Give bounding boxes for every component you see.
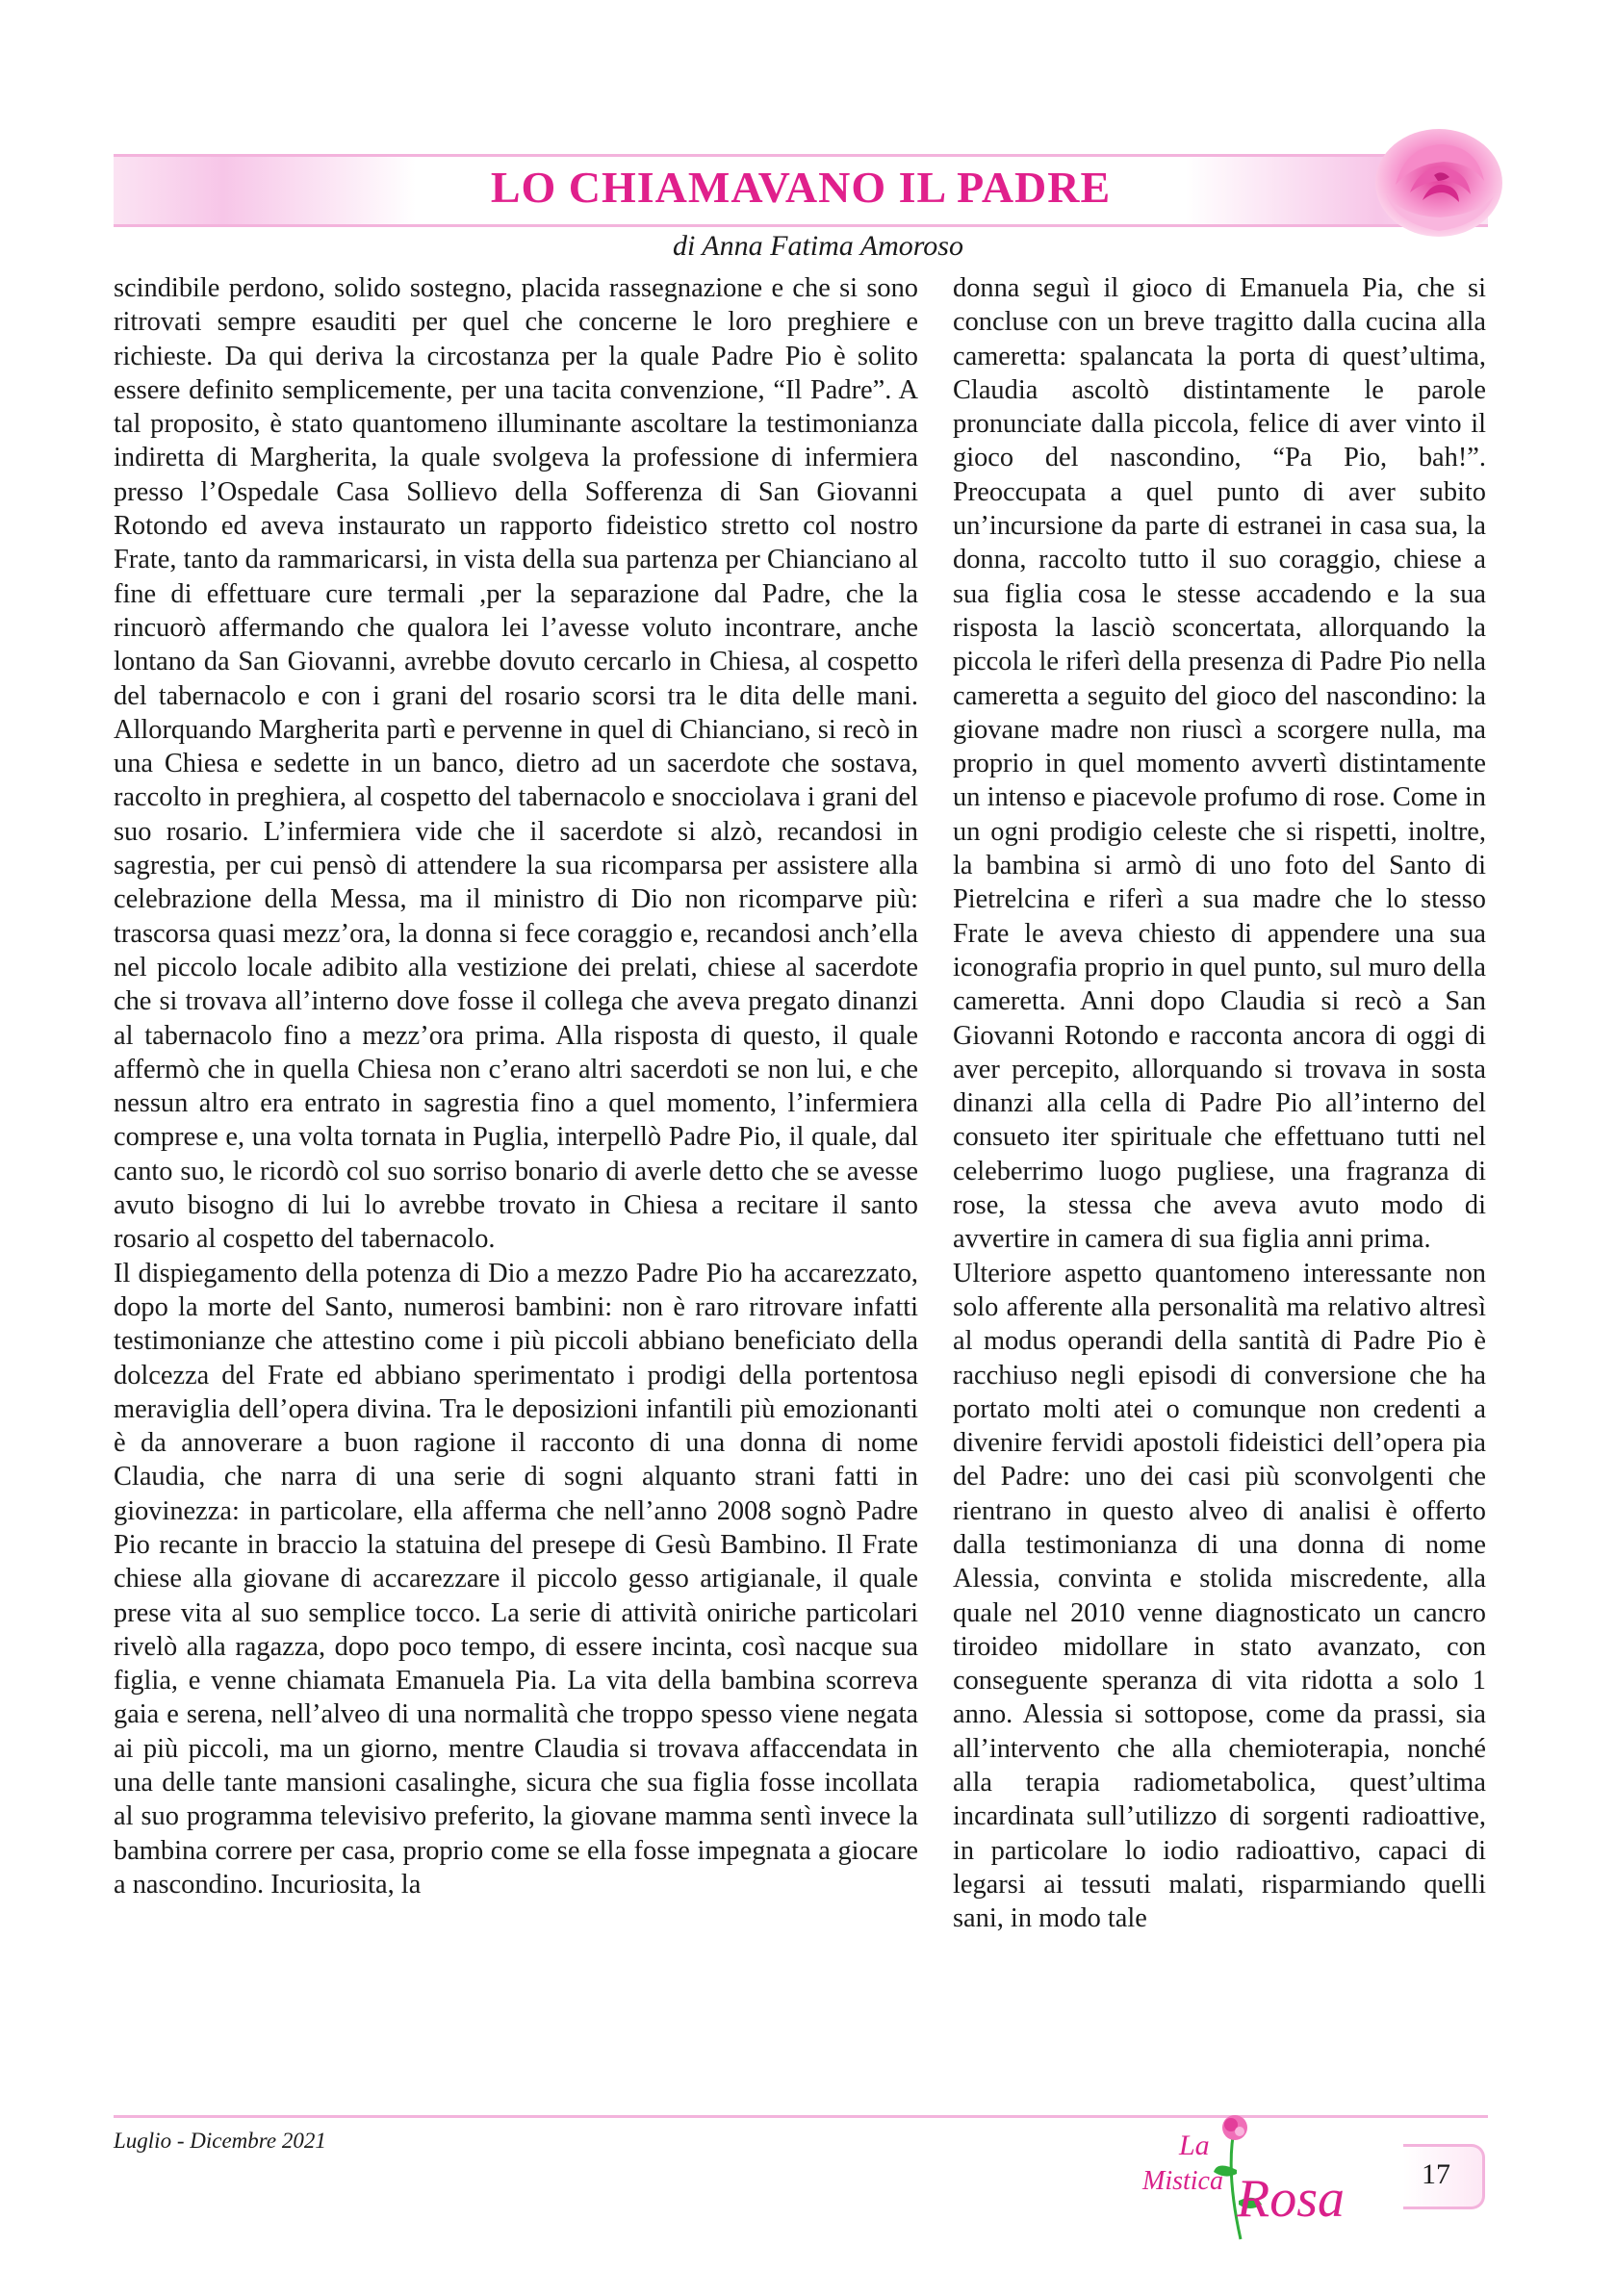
article-title: LO CHIAMAVANO IL PADRE: [490, 163, 1112, 212]
paragraph: donna seguì il gioco di Emanuela Pia, che si concluse con un breve tragitto dalla cucina alla cameretta: spalancata la porta di quest’ultima, Claudia ascoltò distintamente le parole pronunciate dalla piccola, felice di aver vinto il gioco del nascondino, “Pa Pio, bah!”. Preoccupata a quel punto di aver subito un’incursione da parte di estranei in casa sua, la donna, raccolto tutto il suo coraggio, chiese a sua figlia cosa le stesse accadendo e la sua risposta la lasciò sconcertata, allorquando la piccola le riferì della presenza di Padre Pio nella cameretta a seguito del gioco del nascondino: la giovane madre non riuscì a scorgere nulla, ma proprio in quel momento avvertì distintamente un intenso e piacevole profumo di rose. Come in un ogni prodigio celeste che si rispetti, inoltre, la bambina si armò di uno foto del Santo di Pietrelcina e riferì a sua madre che lo stesso Frate le aveva chiesto di appendere una sua iconografia proprio in quel punto, sul muro della cameretta. Anni dopo Claudia si recò a San Giovanni Rotondo e racconta ancora di oggi di aver percepito, allorquando si trovava in sosta dinanzi alla cella di Padre Pio all’interno del consueto iter spirituale che effettuano tutti nel celeberrimo luogo pugliese, una fragranza di rose, la stessa che aveva avuto modo di avvertire in camera di sua figlia anni prima.: [953, 273, 1486, 1255]
la-mistica-rosa-logo: [1121, 2112, 1400, 2247]
article-author: di Anna Fatima Amoroso: [673, 230, 963, 262]
page-number: 17: [1422, 2158, 1450, 2190]
article-column-right: [953, 271, 1486, 1936]
issue-date: Luglio - Dicembre 2021: [114, 2129, 326, 2153]
logo-text-la: La: [1179, 2130, 1210, 2161]
paragraph: Ulteriore aspetto quantomeno interessante non solo afferente alla personalità ma relativo altresì al modus operandi della santità di Padre Pio è racchiuso negli episodi di conversione che ha portato molti atei o comunque non credenti a divenire fervidi apostoli fideistici dell’opera pia del Padre: uno dei casi più sconvolgenti che rientrano in questo alveo di analisi è offerto dalla testimonianza di una donna di nome Alessia, convinta e stolida miscredente, alla quale nel 2010 venne diagnosticato un cancro tiroideo midollare in stato avanzato, con conseguente speranza di vita ridotta a solo 1 anno. Alessia si sottopose, come da prassi, sia all’intervento che alla chemioterapia, nonché alla terapia radiometabolica, quest’ultima incardinata sull’utilizzo di sorgenti radioattive, in particolare lo iodio radioattivo, capaci di legarsi ai tessuti malati, risparmiando quelli sani, in modo tale: [953, 1258, 1486, 1934]
paragraph: Il dispiegamento della potenza di Dio a mezzo Padre Pio ha accarezzato, dopo la morte del Santo, numerosi bambini: non è raro ritrovare infatti testimonianze che attestino come i più piccoli abbiano beneficiato della dolcezza del Frate ed abbiano sperimentato i prodigi della portentosa meraviglia dell’opera divina. Tra le deposizioni infantili più emozionanti è da annoverare a buon ragione il racconto di una donna di nome Claudia, che narra di una serie di sogni alquanto strani fatti in giovinezza: in particolare, ella afferma che nell’anno 2008 sognò Padre Pio recante in braccio la statuina del presepe di Gesù Bambino. Il Frate chiese alla giovane di accarezzare il piccolo gesso artigianale, il quale prese vita al suo semplice tocco. La serie di attività oniriche particolari rivelò alla ragazza, dopo poco tempo, di essere incinta, così nacque sua figlia, e venne chiamata Emanuela Pia. La vita della bambina scorreva gaia e serena, nell’alveo di una normalità che troppo spesso viene negata ai più piccoli, ma un giorno, mentre Claudia si trovava affaccendata in una delle tante mansioni casalinghe, sicura che sua figlia fosse incollata al suo programma televisivo preferito, la giovane mamma sentì invece la bambina correre per casa, proprio come se ella fosse impegnata a giocare a nascondino. Incuriosita, la: [114, 1258, 918, 1900]
logo-text-rosa: Rosa: [1237, 2169, 1345, 2229]
paragraph: scindibile perdono, solido sostegno, placida rassegnazione e che si sono ritrovati sempre esauditi per quel che concerne le loro preghiere e richieste. Da qui deriva la circostanza per la quale Padre Pio è solito essere definito semplicemente, per una tacita convenzione, “Il Padre”. A tal proposito, è stato quantomeno illuminante ascoltare la testimonianza indiretta di Margherita, la quale svolgeva la professione di infermiera presso l’Ospedale Casa Sollievo della Sofferenza di San Giovanni Rotondo ed aveva instaurato un rapporto fideistico stretto col nostro Frate, tanto da rammaricarsi, in vista della sua partenza per Chianciano al fine di effettuare cure termali ,per la separazione dal Padre, che la rincuorò affermando che qualora lei l’avesse voluto incontrare, anche lontano da San Giovanni, avrebbe dovuto cercarlo in Chiesa, al cospetto del tabernacolo e con i grani del rosario scorsi tra le dita delle mani. Allorquando Margherita partì e pervenne in quel di Chianciano, si recò in una Chiesa e sedette in un banco, dietro ad un sacerdote che sostava, raccolto in preghiera, al cospetto del tabernacolo e snocciolava i grani del suo rosario. L’infermiera vide che il sacerdote si alzò, recandosi in sagrestia, per cui pensò di attendere la sua ricomparsa per assistere alla celebrazione della Messa, ma il ministro di Dio non ricomparve più: trascorsa quasi mezz’ora, la donna si fece coraggio e, recandosi anch’ella nel piccolo locale adibito alla vestizione dei prelati, chiese al sacerdote che si trovava all’interno dove fosse il collega che aveva pregato dinanzi al tabernacolo fino a mezz’ora prima. Alla risposta di questo, il quale affermò che in quella Chiesa non c’erano altri sacerdoti se non lui, e che nessun altro era entrato in sagrestia fino a quel momento, l’infermiera comprese e, una volta tornata in Puglia, interpellò Padre Pio, il quale, dal canto suo, le ricordò col suo sorriso bonario di averle detto che se avesse avuto bisogno di lui lo avrebbe trovato in Chiesa a recitare il santo rosario al cospetto del tabernacolo.: [114, 273, 918, 1255]
logo-text-mistica: Mistica: [1142, 2166, 1223, 2196]
article-column-left: [114, 271, 918, 1901]
rose-icon: [1367, 117, 1511, 242]
